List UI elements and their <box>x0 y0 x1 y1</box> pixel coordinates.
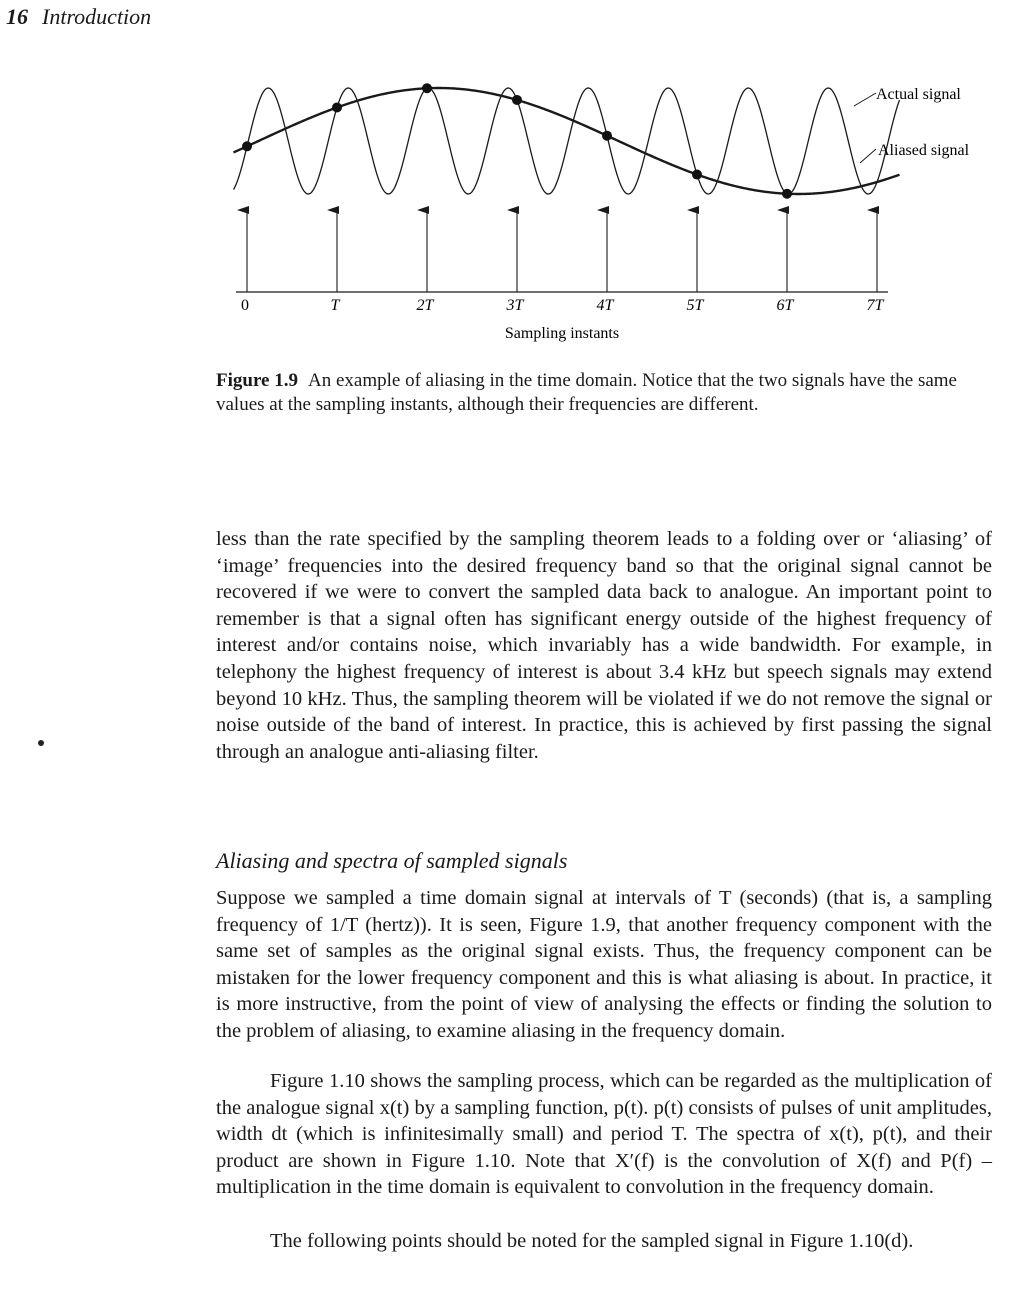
actual-signal-leader <box>854 93 876 106</box>
x-tick-label: 3T <box>506 297 524 314</box>
actual-signal-curve <box>234 88 900 194</box>
section-heading: Aliasing and spectra of sampled signals <box>216 848 568 873</box>
running-title: Introduction <box>42 4 152 29</box>
figure-caption-text: An example of aliasing in the time domain. Notice that the two signals have the same values at the sampling instants, although their frequencies are different. <box>216 370 957 415</box>
body-paragraph-2: Suppose we sampled a time domain signal at intervals of T (seconds) (that is, a sampling frequency of 1/T (hertz)). It is seen, Figure 1.9, that another frequency component with the same set of samples as the original signal exists. Thus, the frequency component can be mistaken for the lower frequency component and this is what aliasing is about. In practice, it is more instructive, from the point of view of analysing the effects or finding the solution to the problem of aliasing, to examine aliasing in the frequency domain. <box>216 887 992 1042</box>
sample-point <box>602 131 612 141</box>
margin-dot <box>38 740 44 746</box>
figure-caption <box>216 369 992 417</box>
aliasing-figure <box>0 0 1024 360</box>
aliased-signal-label: Aliased signal <box>878 142 970 159</box>
sample-point <box>422 83 432 93</box>
aliased-signal-leader <box>860 149 876 163</box>
x-tick-label: 4T <box>596 297 614 314</box>
sample-point <box>242 141 252 151</box>
body-paragraph-3: Figure 1.10 shows the sampling process, which can be regarded as the multiplication of the analogue signal x(t) by a sampling function, p(t). p(t) consists of pulses of unit amplitudes, width dt (which is infinitesimally small) and period T. The spectra of x(t), p(t), and their product are shown in Figure 1.10. Note that X′(f) is the convolution of X(f) and P(f) – multiplication in the time domain is equivalent to convolution in the frequency domain. <box>216 1070 992 1199</box>
figure-caption-label: Figure 1.9 <box>216 370 298 391</box>
actual-signal-label: Actual signal <box>876 86 961 103</box>
sample-point <box>782 189 792 199</box>
x-tick-label: 5T <box>686 297 704 314</box>
page-number: 16 <box>6 4 28 29</box>
sample-point <box>692 170 702 180</box>
sample-point <box>332 102 342 112</box>
x-tick-label: 0 <box>241 297 249 314</box>
x-tick-label: 7T <box>866 297 884 314</box>
x-tick-label: 2T <box>416 297 434 314</box>
x-tick-label: T <box>330 297 340 314</box>
aliased-signal-curve <box>234 88 900 194</box>
x-tick-label: 6T <box>776 297 794 314</box>
sample-point <box>512 95 522 105</box>
body-paragraph-1: less than the rate specified by the sampling theorem leads to a folding over or ‘aliasing’ of ‘image’ frequencies into the desired frequency band so that the original signal cannot be recovered if we were to convert the sampled data back to analogue. An important point to remember is that a signal often has significant energy outside of the highest frequency of interest and/or contains noise, which invariably has a wide bandwidth. For example, in telephony the highest frequency of interest is about 3.4 kHz but speech signals may extend beyond 10 kHz. Thus, the sampling theorem will be violated if we do not remove the signal or noise outside of the band of interest. In practice, this is achieved by first passing the signal through an analogue anti-aliasing filter. <box>216 528 992 763</box>
body-paragraph-4: The following points should be noted for the sampled signal in Figure 1.10(d). <box>270 1230 914 1252</box>
x-axis-label: Sampling instants <box>504 325 620 342</box>
